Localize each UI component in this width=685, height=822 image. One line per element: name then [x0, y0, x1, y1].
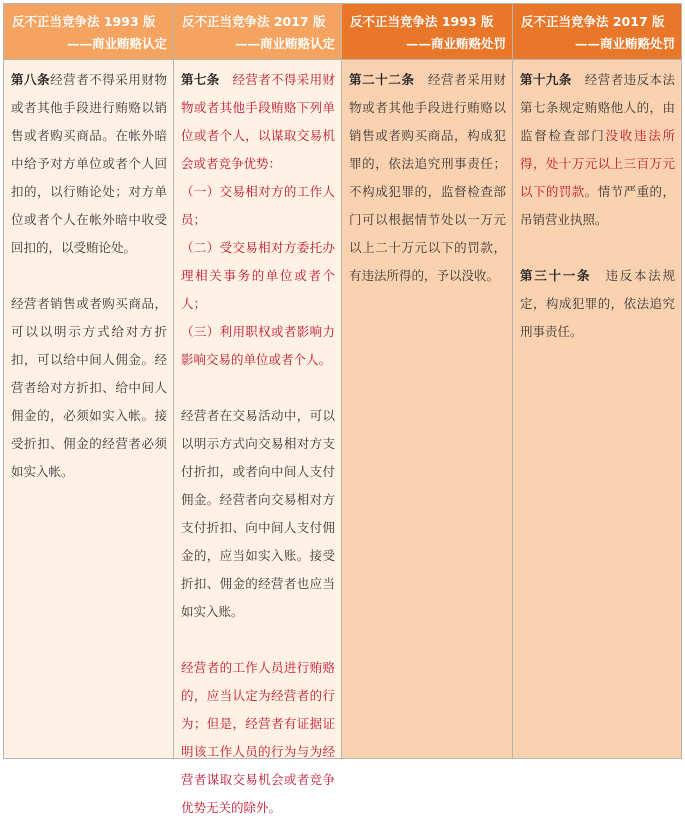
column-body — [342, 60, 512, 758]
column-body — [513, 60, 681, 758]
list-item: （一）交易相对方的工作人员； — [181, 184, 335, 227]
column-subtitle: ——商业贿赂认定 — [66, 36, 167, 51]
article-paragraph — [349, 66, 506, 290]
column-1993-penalty — [342, 4, 513, 758]
article-paragraph — [520, 66, 675, 234]
list-item: （二）受交易相对方委托办理相关事务的单位或者个人； — [181, 240, 335, 311]
column-title: 反不正当竞争法 2017 版 — [182, 14, 326, 29]
article-text: 经营者采用财物或者其他手段进行贿赂以销售或者购买商品，构成犯罪的，依法追究刑事责任；不构成犯罪的，监督检查部门可以根据情节处以一万元以上二十万元以下的罚款，有违法所得的，予以没收。 — [349, 72, 506, 283]
column-subtitle: ——商业贿赂认定 — [234, 36, 335, 51]
column-header — [4, 4, 173, 60]
list-item: （三）利用职权或者影响力影响交易的单位或者个人。 — [181, 324, 335, 367]
column-subtitle: ——商业贿赂处罚 — [405, 36, 506, 51]
highlighted-penalty: 没收违法所得，处十万元以上三百万元以下的罚款 — [520, 128, 675, 199]
column-header — [342, 4, 512, 60]
article-text: 经营者不得采用财物或者其他手段贿赂下列单位或者个人，以谋取交易机会或者竞争优势： — [181, 72, 335, 171]
article-label: 第二十二条 — [349, 72, 415, 87]
column-subtitle: ——商业贿赂处罚 — [574, 36, 675, 51]
column-2017-penalty — [513, 4, 681, 758]
comparison-table — [3, 3, 682, 815]
column-header — [513, 4, 681, 60]
article-label: 第三十一条 — [520, 268, 592, 283]
article-text: 经营者违反本法第七条规定贿赂他人的，由监督检查部门 — [520, 72, 675, 143]
article-paragraph: 经营者在交易活动中，可以以明示方式向交易相对方支付折扣，或者向中间人支付佣金。经营者向交易相对方支付折扣、向中间人支付佣金的，应当如实入账。接受折扣、佣金的经营者也应当如实入账。 — [181, 408, 335, 619]
column-2017-recognition — [174, 4, 342, 815]
article-text: 经营者不得采用财物或者其他手段进行贿赂以销售或者购买商品。在帐外暗中给予对方单位或者个人回扣的，以行贿论处；对方单位或者个人在帐外暗中收受回扣的，以受贿论处。 — [11, 72, 167, 255]
article-label: 第七条 — [181, 72, 220, 87]
column-body — [4, 60, 173, 758]
article-paragraph: 经营者的工作人员进行贿赂的，应当认定为经营者的行为；但是，经营者有证据证明该工作人员的行为与为经营者谋取交易机会或者竞争优势无关的除外。 — [181, 660, 335, 815]
column-title: 反不正当竞争法 2017 版 — [521, 14, 665, 29]
article-paragraph — [181, 66, 335, 178]
article-paragraph: 经营者销售或者购买商品，可以以明示方式给对方折扣，可以给中间人佣金。经营者给对方折扣、给中间人佣金的，必须如实入帐。接受折扣、佣金的经营者必须如实入帐。 — [11, 296, 167, 479]
article-paragraph — [11, 66, 167, 262]
column-title: 反不正当竞争法 1993 版 — [350, 14, 494, 29]
article-label: 第十九条 — [520, 72, 572, 87]
column-header — [174, 4, 341, 60]
column-body — [174, 60, 341, 815]
article-label: 第八条 — [11, 72, 51, 87]
column-title: 反不正当竞争法 1993 版 — [12, 14, 156, 29]
column-1993-recognition — [4, 4, 174, 758]
article-text: 。情节严重的，吊销营业执照。 — [520, 184, 675, 227]
article-paragraph — [520, 262, 675, 346]
article-text: 违反本法规定，构成犯罪的，依法追究刑事责任。 — [520, 268, 675, 339]
